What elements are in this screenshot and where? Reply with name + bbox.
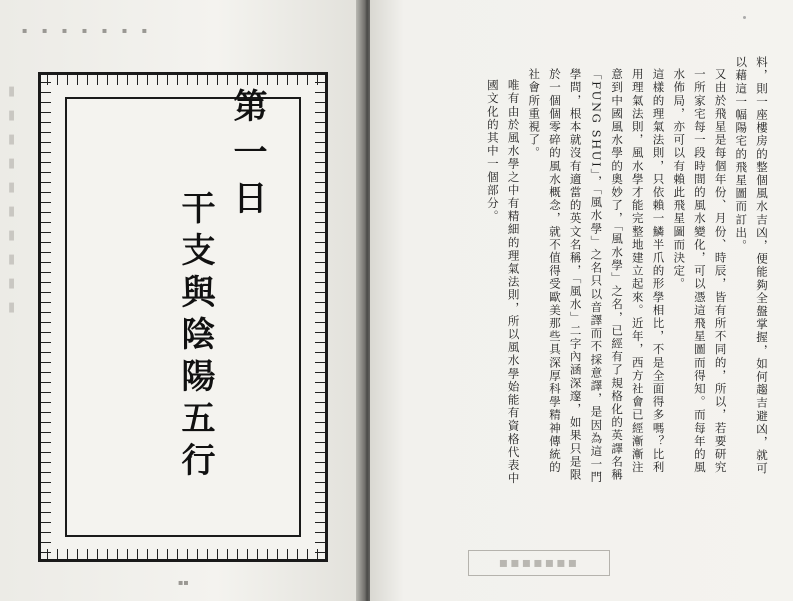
paragraph-3: 這樣的理氣法則，只依賴一鱗半爪的形學相比，不是全面得多嗎？比利用理氣法則，風水學才能完整地建立起來。近年，西方社會已經漸漸注意到中國風水學的奧妙了，「風水學」之名，已經有了規格化的英譯名稱「FUNG SHUI」，「風水學」之名只以音譯而不採意譯，是因為這一門學問，根本就沒有適當的英文名稱，「風水」二字內涵深邃，如果只是限於一個個零碎的風水概念，就不值得受歐美那些具深厚科學精神傳統的社會所重視了。 (527, 67, 666, 484)
chapter-title: 干支與陰陽五行 (175, 190, 215, 484)
paragraph-1: 料，則一座樓房的整個風水吉凶，便能夠全盤掌握，如何趨吉避凶，就可以藉這一幅陽宅的飛星圖而訂出。 (734, 56, 769, 476)
header-runner: ▪ ▪ ▪ ▪ ▪ ▪ ▪ (22, 26, 154, 35)
paragraph-2: 又由於飛星是每個年份、月份、時辰，皆有所不同的，所以，若要研究一所家宅每一段時間的風水變化，可以憑這飛星圖而得知。而每年的風水佈局，亦可以有賴此飛星圖而決定。 (672, 67, 728, 474)
page-speck (743, 16, 746, 19)
bleed-through-text: ▮ ▮ ▮ ▮ ▮ ▮ ▮ ▮ ▮ ▮ (8, 84, 16, 315)
paragraph-4: 唯有由於風水學之中有精細的理氣法則，所以風水學始能有資格代表中國文化的其中一個部分。 (485, 79, 521, 486)
body-text (472, 56, 772, 486)
library-stamp: ▪▪▪▪▪▪▪ (468, 550, 610, 576)
day-label: 第一日 (227, 88, 267, 226)
page-footer-mark: ▪▪ (178, 578, 189, 587)
left-page (0, 0, 362, 601)
